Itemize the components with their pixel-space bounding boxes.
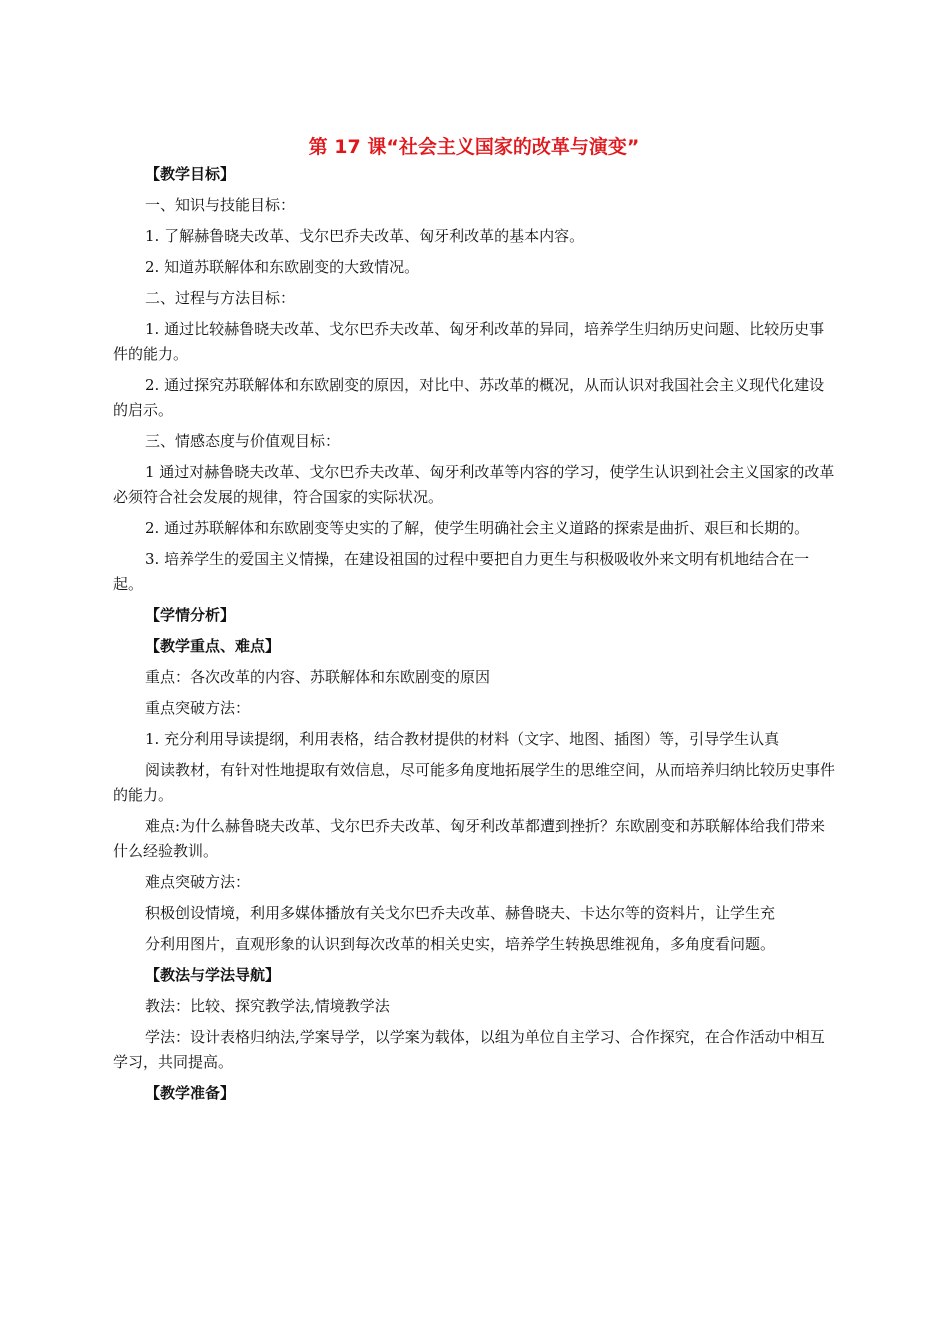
paragraph: 三、情感态度与价值观目标： (145, 432, 341, 450)
paragraph: 难点突破方法： (145, 873, 251, 891)
section-heading: 【学情分析】 (145, 606, 236, 624)
section-heading: 【教法与学法导航】 (145, 966, 281, 984)
paragraph: 2. 知道苏联解体和东欧剧变的大致情况。 (145, 258, 420, 276)
paragraph: 学法：设计表格归纳法,学案导学，以学案为载体，以组为单位自主学习、合作探究，在合作活动中相互学习，共同提高。 (113, 1028, 825, 1071)
paragraph: 1. 充分利用导读提纲，利用表格，结合教材提供的材料（文字、地图、插图）等，引导学生认真 (145, 730, 780, 748)
section-heading: 【教学准备】 (145, 1084, 236, 1102)
paragraph: 重点：各次改革的内容、苏联解体和东欧剧变的原因 (145, 668, 491, 686)
paragraph: 一、知识与技能目标： (145, 196, 296, 214)
paragraph: 难点:为什么赫鲁晓夫改革、戈尔巴乔夫改革、匈牙利改革都遭到挫折？东欧剧变和苏联解体给我们带来什么经验教训。 (113, 817, 826, 860)
section-heading: 【教学重点、难点】 (145, 637, 281, 655)
paragraph: 1. 通过比较赫鲁晓夫改革、戈尔巴乔夫改革、匈牙利改革的异同，培养学生归纳历史问题、比较历史事件的能力。 (113, 320, 825, 363)
paragraph: 3. 培养学生的爱国主义情操，在建设祖国的过程中要把自力更生与积极吸收外来文明有机地结合在一起。 (113, 550, 810, 593)
section-heading: 【教学目标】 (145, 165, 236, 183)
paragraph: 阅读教材，有针对性地提取有效信息，尽可能多角度地拓展学生的思维空间，从而培养归纳比较历史事件的能力。 (113, 761, 836, 804)
paragraph: 2. 通过苏联解体和东欧剧变等史实的了解，使学生明确社会主义道路的探索是曲折、艰巨和长期的。 (145, 519, 810, 537)
paragraph: 1. 了解赫鲁晓夫改革、戈尔巴乔夫改革、匈牙利改革的基本内容。 (145, 227, 585, 245)
paragraph: 1 通过对赫鲁晓夫改革、戈尔巴乔夫改革、匈牙利改革等内容的学习，使学生认识到社会主义国家的改革必须符合社会发展的规律，符合国家的实际状况。 (113, 463, 835, 506)
paragraph: 二、过程与方法目标： (145, 289, 296, 307)
paragraph: 2. 通过探究苏联解体和东欧剧变的原因，对比中、苏改革的概况，从而认识对我国社会主义现代化建设的启示。 (113, 376, 825, 419)
paragraph: 重点突破方法： (145, 699, 251, 717)
paragraph: 分利用图片，直观形象的认识到每次改革的相关史实，培养学生转换思维视角，多角度看问题。 (145, 935, 776, 953)
document-body (113, 132, 835, 1112)
paragraph: 教法：比较、探究教学法,情境教学法 (145, 997, 390, 1015)
page-title: 第 17 课“社会主义国家的改革与演变” (308, 136, 640, 158)
paragraph: 积极创设情境，利用多媒体播放有关戈尔巴乔夫改革、赫鲁晓夫、卡达尔等的资料片，让学生充 (145, 904, 776, 922)
